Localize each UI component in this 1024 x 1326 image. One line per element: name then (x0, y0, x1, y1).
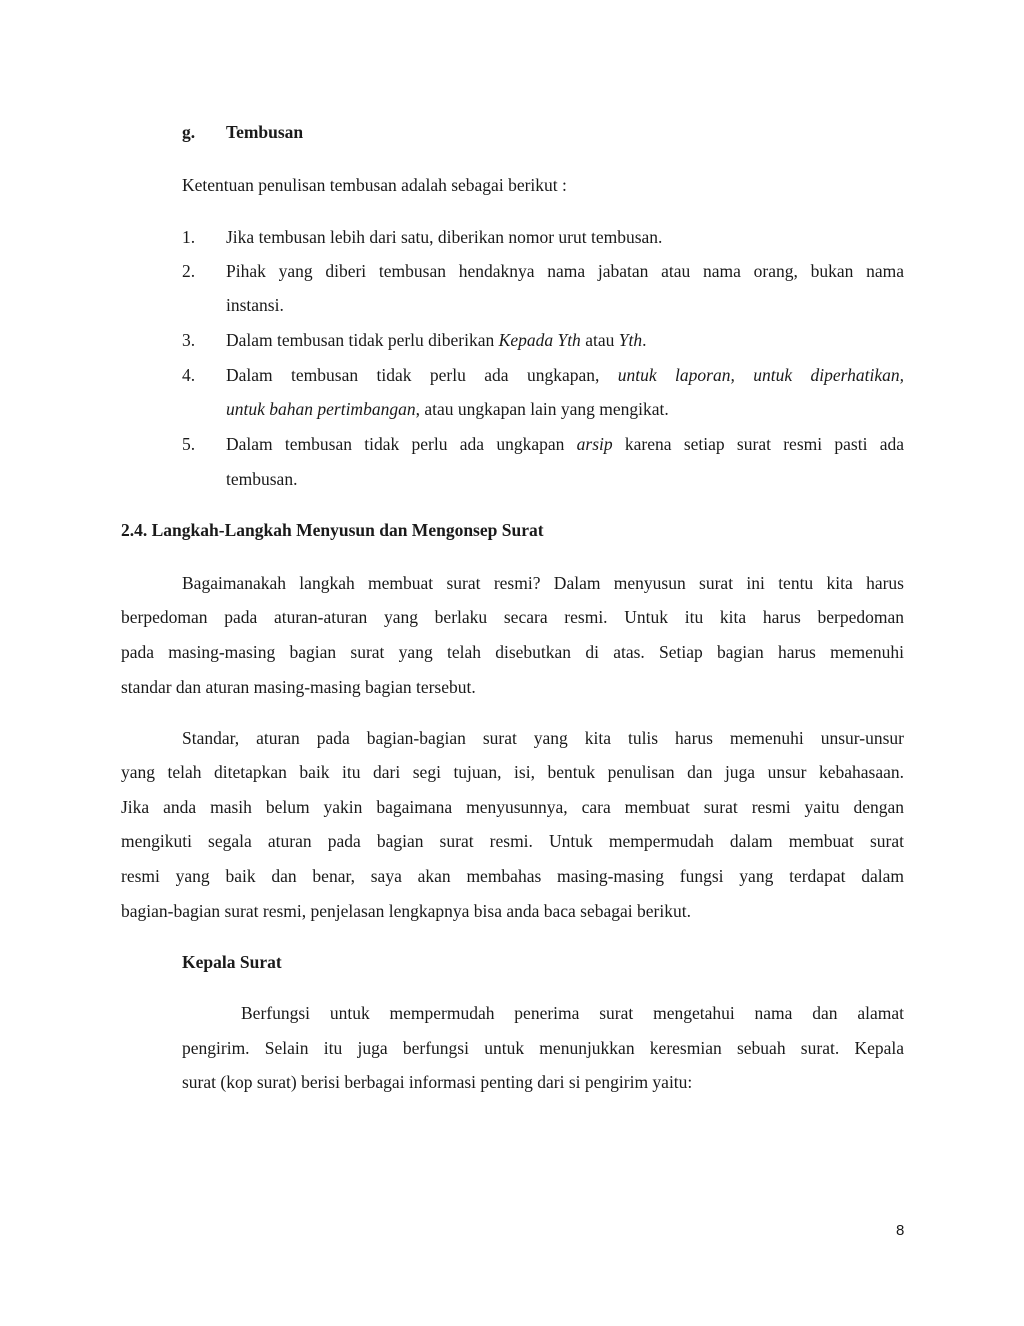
list-item-number: 3. (182, 330, 196, 350)
list-item-text: Jika tembusan lebih dari satu, diberikan nomor urut tembusan. (226, 227, 663, 247)
paragraph-line: Berfungsi untuk mempermudah penerima surat mengetahui nama dan alamat (241, 1003, 904, 1023)
paragraph-line: Bagaimanakah langkah membuat surat resmi? Dalam menyusun surat ini tentu kita harus (182, 573, 904, 593)
list-item-text (226, 329, 646, 351)
list-item-text: Pihak yang diberi tembusan hendaknya nama jabatan atau nama orang, bukan nama (226, 261, 904, 281)
list-item-number: 2. (182, 261, 196, 281)
list-item-text-italic: Yth (618, 330, 643, 350)
list-item-text-italic: untuk laporan, untuk diperhatikan, (617, 365, 905, 385)
list-item-number: 5. (182, 434, 196, 454)
section-g-intro: Ketentuan penulisan tembusan adalah sebagai berikut : (182, 175, 567, 195)
list-item-text-cont: tembusan. (226, 469, 298, 489)
section-heading: 2.4. Langkah-Langkah Menyusun dan Mengonsep Surat (121, 520, 544, 540)
list-item-text-plain: Dalam tembusan tidak perlu ada ungkapan, (226, 365, 618, 385)
paragraph-line: Jika anda masih belum yakin bagaimana menyusunnya, cara membuat surat resmi yaitu dengan (121, 797, 904, 817)
paragraph-line: Standar, aturan pada bagian-bagian surat yang kita tulis harus memenuhi unsur-unsur (182, 728, 904, 748)
section-g-title: Tembusan (226, 122, 304, 142)
paragraph-line: berpedoman pada aturan-aturan yang berlaku secara resmi. Untuk itu kita harus berpedoman (121, 607, 904, 627)
list-item-text-plain: . (642, 330, 647, 350)
page-number: 8 (896, 1222, 905, 1239)
paragraph-line: pengirim. Selain itu juga berfungsi untuk menunjukkan keresmian sebuah surat. Kepala (182, 1038, 904, 1058)
list-item-text-italic: untuk bahan pertimbangan (226, 399, 416, 419)
list-item-text-plain: Dalam tembusan tidak perlu ada ungkapan (226, 434, 577, 454)
list-item-text-italic: Kepada Yth (498, 330, 581, 350)
list-item-text-cont: instansi. (226, 295, 284, 315)
list-item-text-plain: Dalam tembusan tidak perlu diberikan (226, 330, 499, 350)
paragraph-line: resmi yang baik dan benar, saya akan membahas masing-masing fungsi yang terdapat dalam (121, 866, 904, 886)
list-item-number: 1. (182, 227, 196, 247)
paragraph-line: yang telah ditetapkan baik itu dari segi tujuan, isi, bentuk penulisan dan juga unsur kebahasaan. (121, 762, 904, 782)
paragraph-line: standar dan aturan masing-masing bagian tersebut. (121, 677, 476, 697)
paragraph-line: mengikuti segala aturan pada bagian surat resmi. Untuk mempermudah dalam membuat surat (121, 831, 904, 851)
paragraph-line: surat (kop surat) berisi berbagai informasi penting dari si pengirim yaitu: (182, 1072, 693, 1092)
subsection-heading: Kepala Surat (182, 952, 282, 972)
list-item-text-plain: , atau ungkapan lain yang mengikat. (415, 399, 669, 419)
list-item-text (226, 364, 904, 386)
section-g-marker: g. (182, 122, 196, 142)
list-item-text-plain: atau (580, 330, 619, 350)
list-item-text-cont (226, 398, 669, 420)
list-item-number: 4. (182, 365, 196, 385)
list-item-text (226, 433, 904, 455)
list-item-text-plain: karena setiap surat resmi pasti ada (612, 434, 904, 454)
paragraph-line: bagian-bagian surat resmi, penjelasan lengkapnya bisa anda baca sebagai berikut. (121, 901, 691, 921)
list-item-text-italic: arsip (576, 434, 613, 454)
paragraph-line: pada masing-masing bagian surat yang telah disebutkan di atas. Setiap bagian harus memenuhi (121, 642, 904, 662)
